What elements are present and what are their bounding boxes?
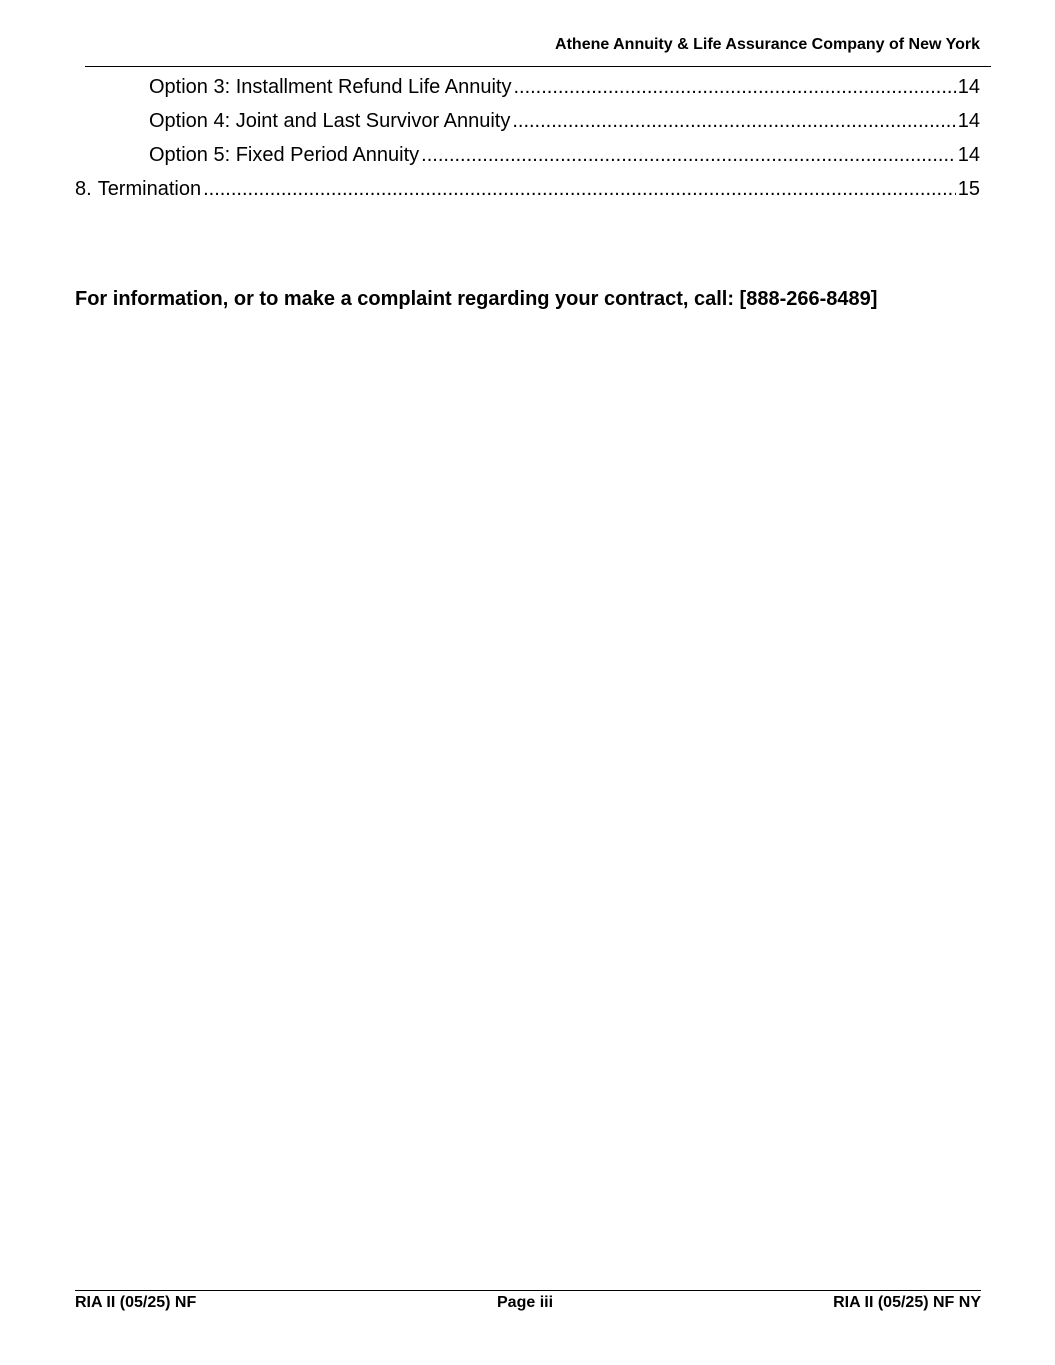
header-divider bbox=[85, 66, 991, 67]
toc-dot-leader bbox=[203, 177, 956, 201]
toc-entry-page: 15 bbox=[957, 178, 980, 200]
footer-page-number: Page iii bbox=[497, 1294, 554, 1311]
toc-entry-number: 8. bbox=[75, 178, 92, 200]
toc-entry-label: Option 5: Fixed Period Annuity bbox=[149, 144, 420, 166]
toc-entry-label: Option 4: Joint and Last Survivor Annuity bbox=[149, 110, 511, 132]
toc-entry-option-5 bbox=[75, 143, 980, 177]
toc-entry-label: Option 3: Installment Refund Life Annuity bbox=[149, 76, 512, 98]
toc-entry-label: Termination bbox=[97, 178, 202, 200]
toc-entry-termination bbox=[75, 177, 980, 211]
footer-divider bbox=[75, 1290, 981, 1291]
toc-entry-option-4 bbox=[75, 109, 980, 143]
toc-entry-page: 14 bbox=[957, 76, 980, 98]
toc-dot-leader bbox=[513, 75, 955, 99]
table-of-contents bbox=[75, 75, 980, 211]
footer-form-number: RIA II (05/25) NF bbox=[75, 1294, 197, 1311]
toc-entry-page: 14 bbox=[957, 110, 980, 132]
header-company-name: Athene Annuity & Life Assurance Company of New York bbox=[555, 36, 980, 53]
page-footer bbox=[75, 1294, 981, 1314]
toc-dot-leader bbox=[512, 109, 955, 133]
complaint-contact-line: For information, or to make a complaint regarding your contract, call: [888-266-8489] bbox=[75, 288, 878, 310]
footer-form-number-ny: RIA II (05/25) NF NY bbox=[833, 1294, 981, 1311]
toc-entry-option-3 bbox=[75, 75, 980, 109]
toc-entry-page: 14 bbox=[957, 144, 980, 166]
toc-dot-leader bbox=[421, 143, 956, 167]
